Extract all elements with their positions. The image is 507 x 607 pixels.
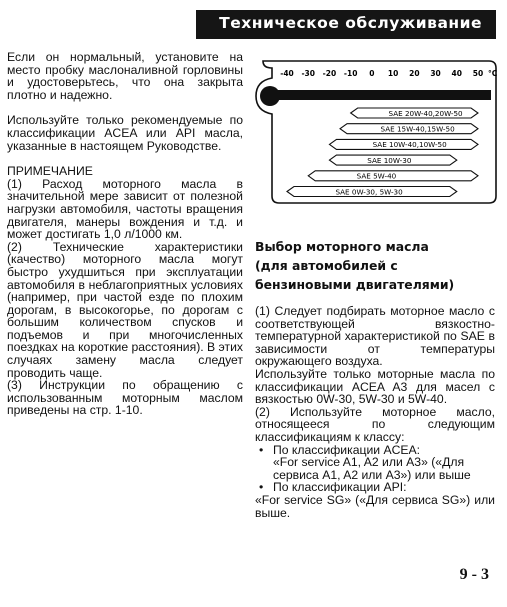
viscosity-bar-label: SAE 15W-40,15W-50	[380, 124, 455, 134]
left-column	[7, 51, 243, 417]
viscosity-bar	[287, 187, 457, 197]
tick-label: 10	[387, 69, 399, 78]
note-title: ПРИМЕЧАНИЕ	[7, 164, 93, 179]
tick-label: 40	[451, 69, 462, 78]
tick-label: 0	[369, 69, 375, 78]
oil-viscosity-temperature-chart	[253, 56, 500, 218]
paragraph-sae-selection: (1) Следует подбирать моторное масло с соответствующей вязкостно-температурной характеристикой по SAE в зависимости от температуры окружающего воздуха.	[255, 304, 495, 369]
section-title: Техническое обслуживание	[219, 14, 482, 32]
bullet-api-label: По классификации API:	[273, 480, 407, 495]
page-number: 9 - 3	[459, 566, 489, 583]
section-header-bar	[196, 10, 496, 39]
heading-line-2: (для автомобилей с бензиновыми двигателями)	[255, 258, 455, 292]
thermometer-tube	[275, 90, 491, 100]
temperature-unit-label: °C	[488, 69, 498, 78]
viscosity-bar	[329, 139, 478, 149]
tick-label: -10	[343, 69, 358, 78]
viscosity-bar	[340, 124, 478, 134]
tick-label: 50	[472, 69, 484, 78]
tick-label: -30	[301, 69, 316, 78]
viscosity-bar-label: SAE 10W-40,10W-50	[372, 140, 447, 150]
bullet-acea-label: По классификации ACEA:	[273, 442, 421, 457]
temperature-scale	[280, 69, 498, 78]
note-item-2: (2) Технические характеристики (качество) моторного масла могут быстро ухудшиться при эксплуатации автомобиля в неблагоприятных условиях (например, при частой езде по плохим дорогам, в высокогорье, по дорогам с большим количеством спусков и подъемов и при многочисленных поездках на короткие расстояния). В этих случаях замену масла следует проводить чаще.	[7, 239, 243, 380]
viscosity-bar-label: SAE 10W-30	[367, 155, 412, 165]
bullet-icon: •	[259, 442, 264, 457]
paragraph-use-recommended: Используйте только рекомендуемые по классификации ACEA или API масла, указанные в настоящем Руководстве.	[7, 113, 243, 153]
paragraph-acea-a3: Используйте только моторные масла по классификации ACEA A3 для масел с вязкостью 0W-30, 5W-30 и 5W-40.	[255, 366, 495, 407]
paragraph-classification: (2) Используйте моторное масло, относящееся по следующим классификациям к классу:	[255, 404, 495, 444]
viscosity-bar-label: SAE 5W-40	[356, 171, 397, 181]
viscosity-bar-label: SAE 0W-30, 5W-30	[335, 187, 403, 197]
tick-label: 20	[409, 69, 420, 78]
note-item-1: (1) Расход моторного масла в значительной мере зависит от полезной нагрузки автомобиля, частоты вращения двигателя, манеры вождения и т.д. и может достигать 1,0 л/1000 км.	[7, 176, 243, 242]
bullet-icon: •	[259, 480, 264, 495]
viscosity-bar	[329, 155, 456, 165]
bullet-api-detail: «For service SG» («Для сервиса SG») или выше.	[255, 492, 495, 520]
right-column	[255, 237, 495, 519]
viscosity-bar-label: SAE 20W-40,20W-50	[388, 108, 463, 118]
paragraph-oil-cap: Если он нормальный, установите на место пробку маслоналивной горловины и удостоверьтесь, что она закрыта плотно и надежно.	[7, 50, 243, 102]
heading-line-1: Выбор моторного масла	[255, 239, 429, 254]
oil-selection-heading	[255, 237, 495, 294]
tick-label: 30	[430, 69, 441, 78]
bullet-acea-detail: «For service A1, A2 или A3» («Для сервиса A1, A2 или A3») или выше	[273, 455, 471, 482]
viscosity-bars	[287, 108, 478, 197]
tick-label: -40	[280, 69, 294, 78]
viscosity-bar	[351, 108, 478, 118]
viscosity-bar	[308, 171, 478, 181]
note-item-3: (3) Инструкции по обращению с использованным моторным маслом приведены на стр. 1-10.	[7, 378, 243, 418]
tick-label: -20	[322, 69, 337, 78]
